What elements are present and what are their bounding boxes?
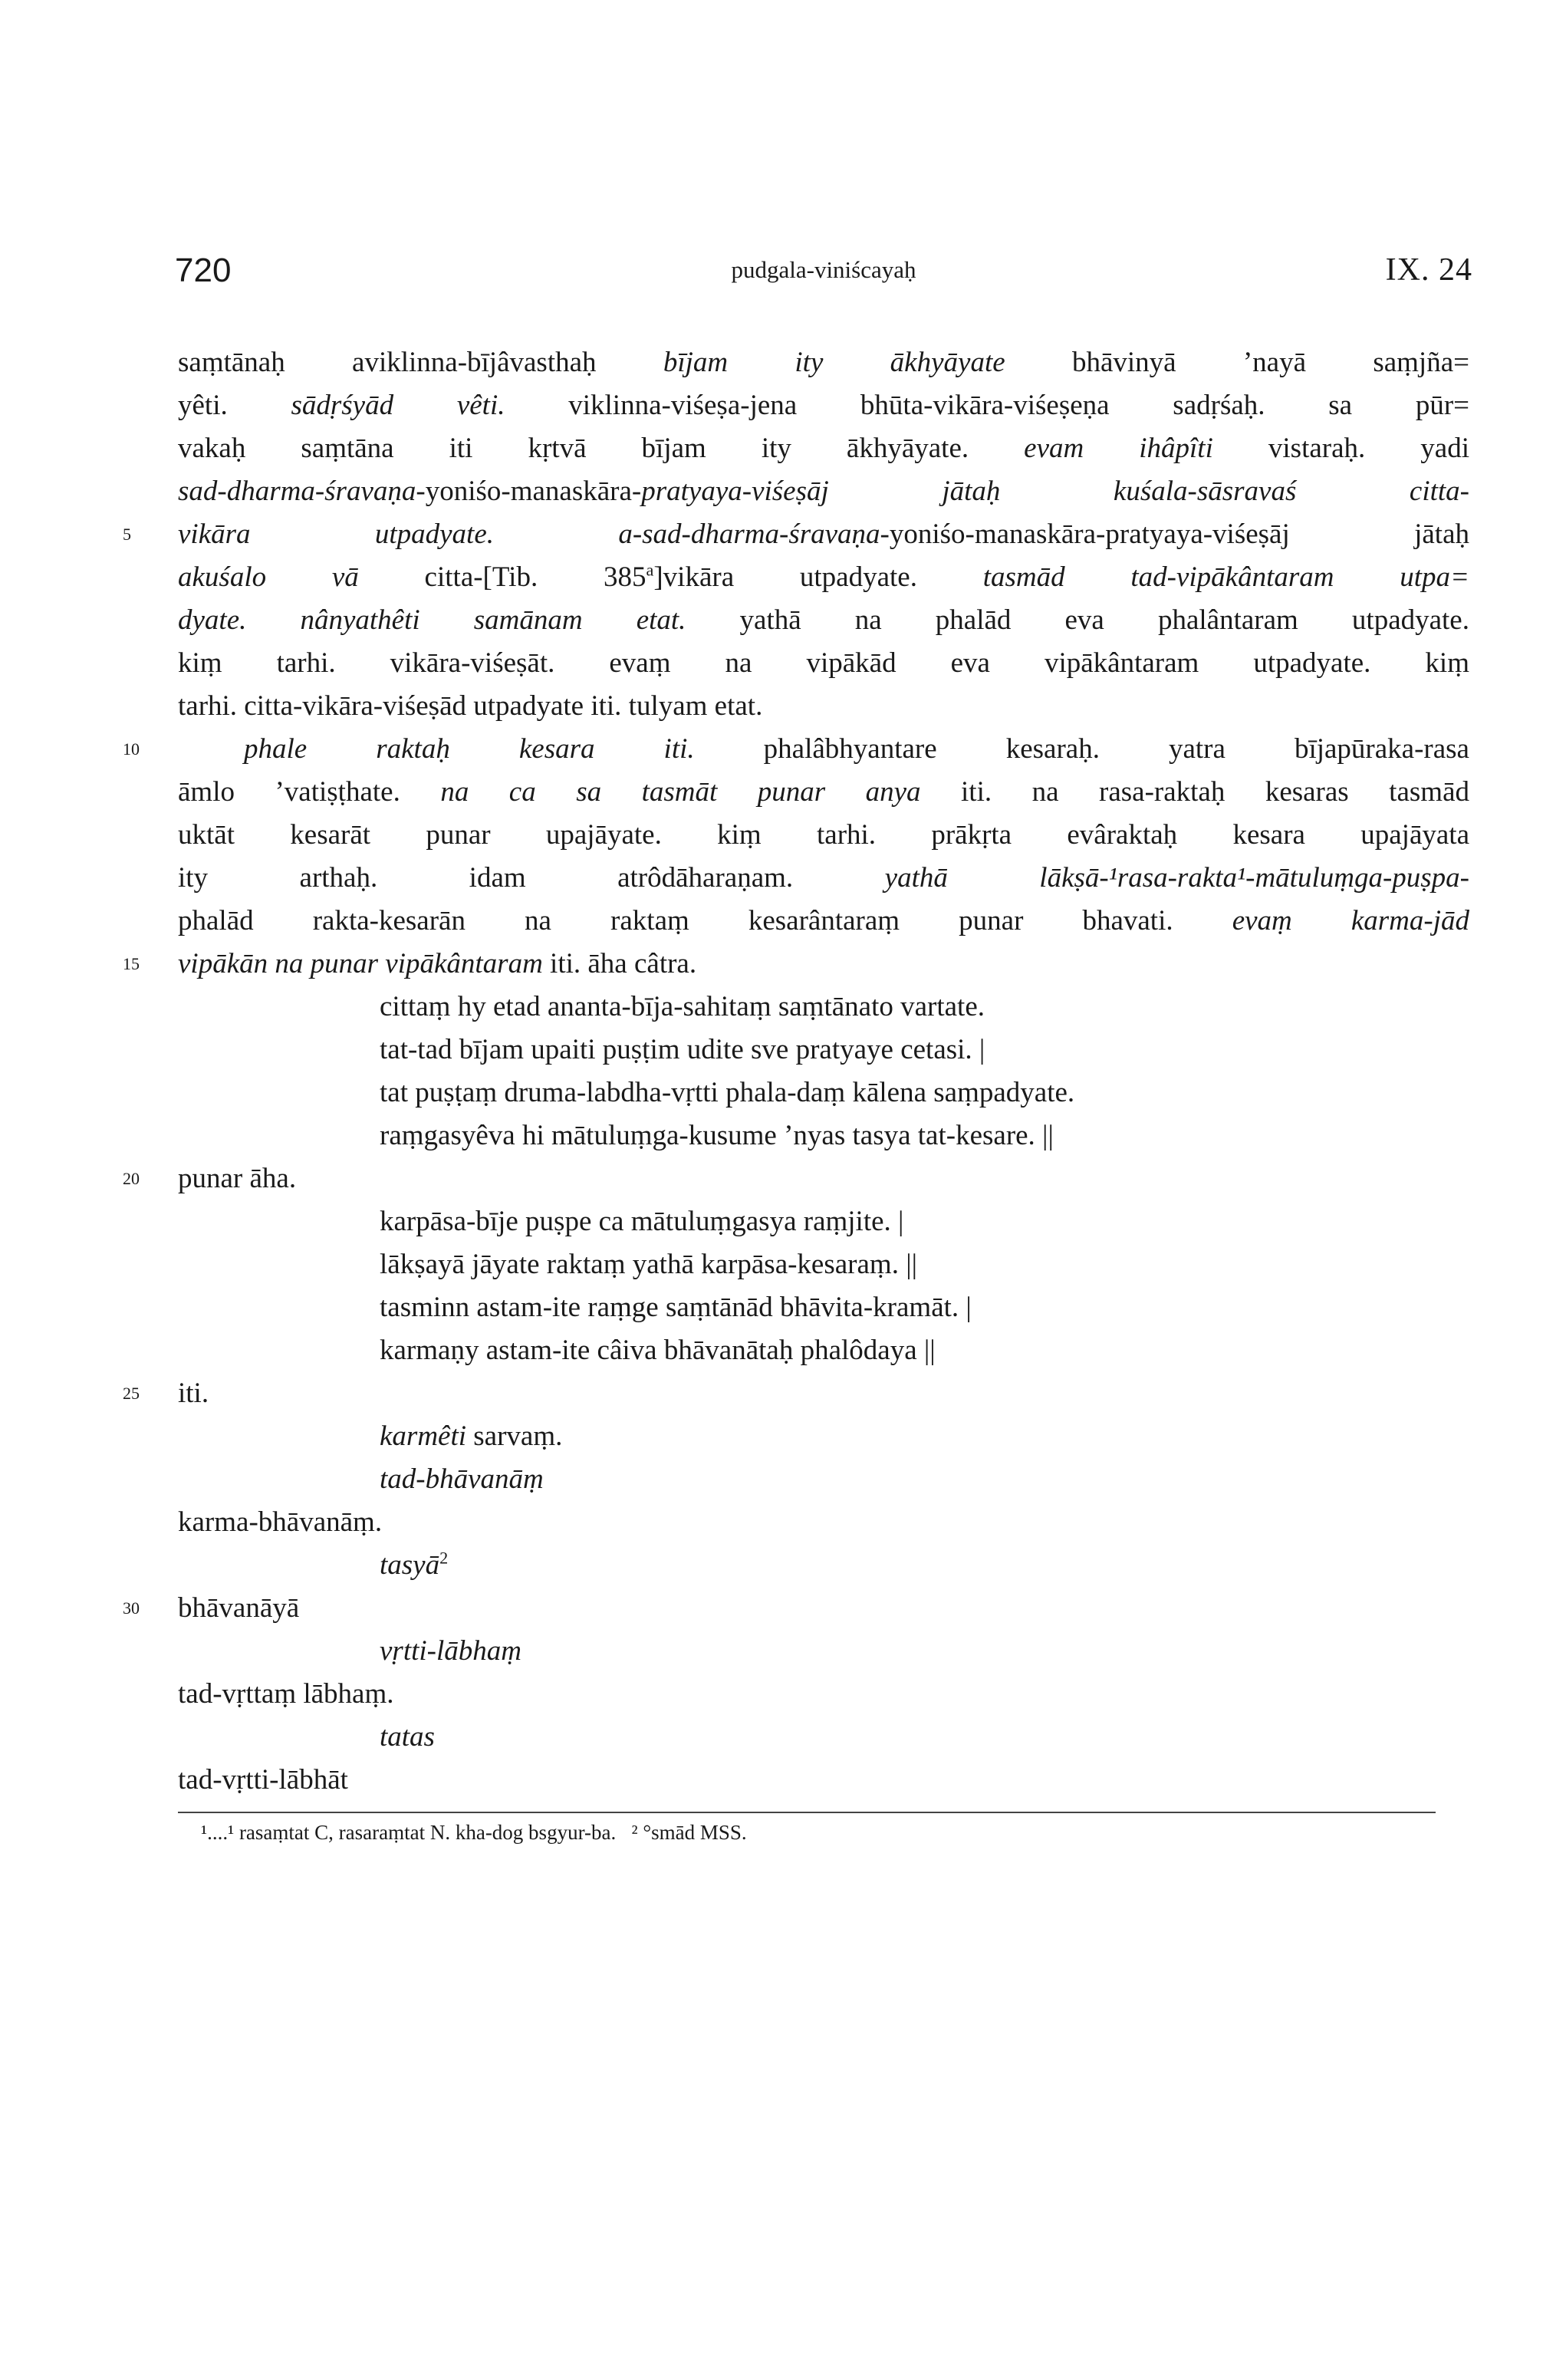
text-line: vikāra utpadyate. a-sad-dharma-śravaṇa-yoniśo-manaskāra-pratyaya-viśeṣāj jātaḥ — [178, 518, 1469, 550]
text-line: kiṃ tarhi. vikāra-viśeṣāt. evaṃ na vipākād eva vipākântaram utpadyate. kiṃ — [178, 647, 1469, 679]
verse-line: tasminn astam-ite raṃge saṃtānād bhāvita-kramāt. | — [380, 1292, 972, 1323]
text-line: āmlo ’vatiṣṭhate. na ca sa tasmāt punar anya iti. na rasa-raktaḥ kesaras tasmād — [178, 776, 1469, 808]
lemma-line: tatas — [380, 1721, 435, 1753]
text-line: dyate. nânyathêti samānam etat. yathā na phalād eva phalântaram utpadyate. — [178, 604, 1469, 636]
text-line: saṃtānaḥ aviklinna-bījâvasthaḥ bījam ity ākhyāyate bhāvinyā ’nayā saṃjña= — [178, 347, 1469, 378]
verse-line: karpāsa-bīje puṣpe ca mātuluṃgasya raṃjite. | — [380, 1206, 904, 1237]
text-line: tad-vṛttaṃ lābhaṃ. — [178, 1678, 394, 1710]
page-header — [175, 252, 1472, 298]
text-line: yêti. sādṛśyād vêti. viklinna-viśeṣa-jena bhūta-vikāra-viśeṣeṇa sadṛśaḥ. sa pūr= — [178, 390, 1470, 421]
line-number: 25 — [123, 1384, 140, 1403]
text-line: phale raktaḥ kesara iti. phalâbhyantare kesaraḥ. yatra bījapūraka-rasa — [244, 733, 1469, 765]
lemma-line: vṛtti-lābhaṃ — [380, 1635, 521, 1667]
line-number: 20 — [123, 1169, 140, 1188]
verse-line: tat-tad bījam upaiti puṣṭim udite sve pratyaye cetasi. | — [380, 1034, 985, 1065]
verse-line: lākṣayā jāyate raktaṃ yathā karpāsa-kesaraṃ. || — [380, 1249, 918, 1280]
line-number: 30 — [123, 1598, 140, 1618]
text-line: tad-vṛtti-lābhāt — [178, 1764, 348, 1796]
lemma-line: tasyā$^2$ — [380, 1548, 449, 1581]
text-line: ity arthaḥ. idam atrôdāharaṇam. yathā lākṣā-¹rasa-rakta¹-mātuluṃga-puṣpa- — [178, 862, 1469, 894]
text-line: phalād rakta-kesarān na raktaṃ kesarântaraṃ punar bhavati. evaṃ karma-jād — [178, 905, 1469, 937]
text-line: punar āha. — [178, 1163, 297, 1194]
running-title: pudgala-viniścayaḥ — [731, 256, 916, 283]
text-line: vipākān na punar vipākântaram iti. āha câtra. — [178, 948, 697, 979]
text-line: karma-bhāvanāṃ. — [178, 1506, 383, 1538]
lemma-line: karmêti sarvaṃ. — [380, 1420, 563, 1452]
text-line: vakaḥ saṃtāna iti kṛtvā bījam ity ākhyāyate. evam ihâpîti vistaraḥ. yadi — [178, 433, 1470, 464]
text-line: tarhi. citta-vikāra-viśeṣād utpadyate iti. tulyam etat. — [178, 690, 763, 722]
line-number: 10 — [123, 739, 140, 759]
lemma-line: tad-bhāvanāṃ — [380, 1463, 544, 1495]
verse-line: tat puṣṭaṃ druma-labdha-vṛtti phala-daṃ kālena saṃpadyate. — [380, 1077, 1075, 1108]
footnote: ¹....¹ rasaṃtat C, rasaraṃtat N. kha-dog bsgyur-ba. ² °smād MSS. — [201, 1821, 747, 1844]
text-line: bhāvanāyā — [178, 1592, 300, 1624]
text-line: akuśalo vā citta-[Tib. 385$^a$]vikāra utpadyate. tasmād tad-vipākântaram utpa= — [178, 560, 1470, 593]
text-line: iti. — [178, 1378, 209, 1409]
verse-line: raṃgasyêva hi mātuluṃga-kusume ’nyas tasya tat-kesare. || — [380, 1120, 1054, 1151]
footnote-rule — [178, 1812, 1436, 1813]
text-line: sad-dharma-śravaṇa-yoniśo-manaskāra-pratyaya-viśeṣāj jātaḥ kuśala-sāsravaś citta- — [178, 476, 1469, 507]
line-number: 15 — [123, 954, 140, 973]
verse-line: cittaṃ hy etad ananta-bīja-sahitaṃ saṃtānato vartate. — [380, 991, 985, 1022]
line-number: 5 — [123, 525, 131, 544]
text-line: uktāt kesarāt punar upajāyate. kiṃ tarhi. prākṛta evâraktaḥ kesara upajāyata — [178, 819, 1469, 851]
page-number: 720 — [175, 252, 232, 289]
section-number: IX. 24 — [1385, 252, 1472, 288]
verse-line: karmaṇy astam-ite câiva bhāvanātaḥ phalôdaya || — [380, 1335, 936, 1366]
